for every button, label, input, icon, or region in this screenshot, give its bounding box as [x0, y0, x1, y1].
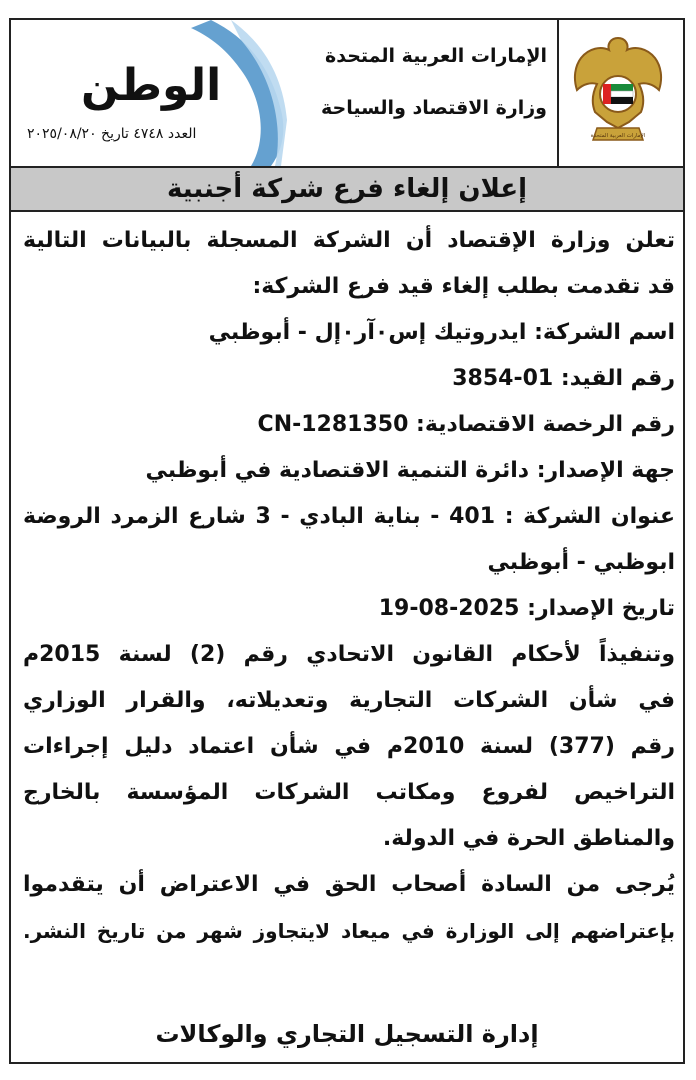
body-line-10: وتنفيذاً لأحكام القانون الاتحادي رقم (2) لسنة 2015م [23, 642, 675, 667]
company-address-city-line: ابوظبي - أبوظبي [487, 550, 675, 575]
body-line-13: التراخيص لفروع ومكاتب الشركات المؤسسة بالخارج [23, 780, 675, 805]
body-line-14: والمناطق الحرة في الدولة. [382, 826, 675, 851]
body-line-12: رقم (377) لسنة 2010م في شأن اعتماد دليل إجراءات [23, 734, 675, 759]
emblem-caption: الإمارات العربية المتحدة [590, 133, 646, 139]
body-line-1: تعلن وزارة الإقتصاد أن الشركة المسجلة بالبيانات التالية [23, 228, 675, 253]
company-name-line: اسم الشركة: ايدروتيك إس٠آر٠إل - أبوظبي [208, 320, 675, 345]
issuing-authority-line: جهة الإصدار: دائرة التنمية الاقتصادية في أبوظبي [145, 458, 675, 483]
ministry-block [307, 30, 547, 134]
body-line-15: يُرجى من السادة أصحاب الحق في الاعتراض أن يتقدموا [23, 872, 675, 897]
emblem-box [557, 20, 683, 166]
body-line-16: بإعتراضهم إلى الوزارة في ميعاد لايتجاوز شهر من تاريخ النشر. [23, 919, 675, 943]
country-name: الإمارات العربية المتحدة [325, 45, 547, 67]
uae-falcon-emblem-icon [567, 32, 669, 152]
issuing-department: إدارة التسجيل التجاري والوكالات [155, 1020, 539, 1048]
announcement-frame [9, 18, 685, 1064]
announcement-title: إعلان إلغاء فرع شركة أجنبية [166, 174, 528, 204]
registration-number-line: رقم القيد: 01-3854 [452, 366, 675, 391]
announcement-body [23, 218, 675, 954]
ministry-name: وزارة الاقتصاد والسياحة [320, 97, 547, 119]
title-bar [11, 166, 683, 212]
header [11, 20, 683, 166]
company-address-line: عنوان الشركة : 401 - بناية البادي - 3 شارع الزمرد الروضة [23, 504, 675, 529]
body-line-11: في شأن الشركات التجارية وتعديلاته، والقرار الوزاري [23, 688, 675, 713]
license-number-line: رقم الرخصة الاقتصادية: CN-1281350 [257, 412, 675, 437]
issue-date-line: تاريخ الإصدار: 2025-08-19 [378, 596, 675, 621]
body-line-2: قد تقدمت بطلب إلغاء قيد فرع الشركة: [252, 274, 675, 299]
issue-info: العدد ٤٧٤٨ تاريخ ٢٠٢٥/٠٨/٢٠ [27, 126, 197, 142]
newspaper-logo: الوطن [81, 60, 222, 111]
